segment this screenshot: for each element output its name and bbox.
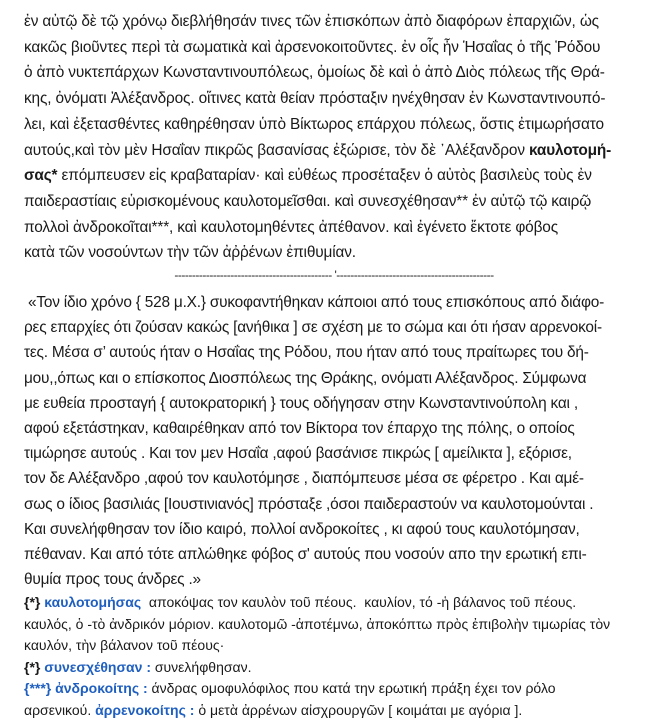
footnote-1-line-2: καυλός, ὁ -τὸ ἀνδρικόν μόριον. καυλοτομῶ -ἀποτέμνω, ἀποκόπτω πρὸς ἐπιβολὴν τιμωρίας τὸν: [24, 615, 611, 632]
footnote-term: καυλοτομήσας: [44, 594, 142, 611]
greek-original-paragraph: [24, 9, 644, 266]
footnote-term: ἀνδροκοίτης :: [55, 680, 148, 697]
footnote-marker: {*}: [24, 594, 41, 611]
text-line: «Τον ίδιο χρόνο { 528 μ.Χ.} συκοφαντήθηκαν κάποιοι από τους επισκόπους από διάφο-: [28, 294, 605, 312]
text-line: ὁ ἀπὸ νυκτεπάρχων Κωνσταντινουπόλεως, ὁμοίως δὲ καὶ ὁ ἀπὸ Διὸς πόλεως τῆς Θρά-: [24, 64, 605, 82]
footnote-marker: {***}: [24, 680, 52, 697]
footnote-text: συνελήφθησαν.: [151, 658, 252, 675]
footnote-3-line-2: [24, 700, 644, 721]
text-line: κακῶς βιοῦντες περὶ τὰ σωματικὰ καὶ ἀρσενοκοιτοῦντες. ἐν οἷς ἦν Ἡσαΐας ὁ τῆς Ῥόδου: [24, 38, 601, 56]
footnote-2: [24, 657, 644, 679]
text-line: λει, καὶ ἐξετασθέντες καθηρέθησαν ὑπὸ Βίκτωρος επάρχου πόλεως, ὅστις ἐτιμωρήσατο: [24, 115, 604, 133]
modern-translation-paragraph: [24, 290, 644, 592]
footnote-1: [24, 592, 644, 614]
text-segment: αυτούς,καὶ τὸν μὲν Ησαΐαν πικρῶς βασανίσας ἐξώρισε, τὸν δὲ ᾿Αλέξανδρον: [24, 141, 529, 159]
text-line: ρες επαρχίες ότι ζούσαν κακώς [ανήθικα ] σε σχέση με το σώμα και ότι ήσαν αρρενοκοί-: [24, 319, 602, 337]
text-line: [24, 138, 644, 164]
footnote-text: αποκόψας τον καυλὸν τοῦ πέους. καυλίον, τό -ἡ βάλανος τοῦ πέους.: [141, 594, 577, 611]
text-line: κατὰ τῶν νοσούντων τὴν τῶν ἀῤῥένων ἐπιθυμίαν.: [24, 244, 356, 262]
text-line: θυμία προς τους άνδρες .»: [24, 571, 201, 589]
document-page: [24, 9, 644, 721]
text-line: τες. Μέσα σ’ αυτούς ήταν ο Ησαΐας της Ρόδου, που ήταν από τους πραίτωρες του δή-: [24, 344, 589, 362]
text-line: [24, 163, 644, 189]
footnote-3: [24, 678, 644, 700]
footnote-1-line-3: καυλόν, τὴν βάλανον τοῦ πέους·: [24, 637, 225, 654]
footnote-term: ἀρρενοκοίτης :: [95, 701, 195, 718]
bold-term: σας*: [24, 167, 58, 185]
text-line: μου,,όπως και ο επίσκοπος Διοσπόλεως της Θράκης, ονόματι Αλέξανδρος. Σύμφωνα: [24, 369, 587, 387]
text-line: παιδεραστίαις εὑρισκομένους καυλοτομεῖσθαι. καὶ συνεσχέθησαν** ἐν αὐτῷ τῷ καιρῷ: [24, 192, 592, 210]
text-line: πέθαναν. Και από τότε απλώθηκε φόβος σ' αυτούς που νοσούν απο την ερωτική επι-: [24, 546, 587, 564]
footnote-marker: {*}: [24, 658, 41, 675]
footnote-text: αρσενικού.: [24, 701, 96, 718]
section-separator: --------------------------------------------- '---------------------------------------------: [174, 268, 494, 283]
text-line: πολλοὶ ἀνδροκοῖται***, καὶ καυλοτομηθέντες ἀπέθανον. καὶ ἐγένετο ἔκτοτε φόβος: [24, 218, 558, 236]
bold-term: καυλοτομή-: [529, 141, 612, 159]
text-line: τον δε Αλέξανδρο ,αφού τον καυλοτόμησε , διαπόμπευσε μέσα σε φέρετρο . Και αμέ-: [24, 470, 584, 488]
footnotes: [24, 592, 644, 721]
text-segment: επόμπευσεν εἰς κραβαταρίαν· καὶ εὐθέως προσέταξεν ὁ αὐτὸς βασιλεὺς τοὺς ἐν: [57, 167, 592, 185]
text-line: με ευθεία προσταγή { αυτοκρατορική } τους οδήγησαν στην Κωνσταντινούπολη και ,: [24, 394, 578, 412]
text-line: τιμώρησε αυτούς . Και τον μεν Ησαΐα ,αφού βασάνισε πικρώς [ αμείλικτα ], εξόρισε,: [24, 445, 572, 463]
footnote-text: ὁ μετὰ ἀρρένων αἰσχρουργῶν [ κοιμάται με αγόρια ].: [194, 701, 523, 718]
footnote-term: συνεσχέθησαν :: [44, 658, 151, 675]
text-line: κης, ὀνόματι Ἀλέξανδρος. οἵτινες κατὰ θείαν πρόσταξιν ηνέχθησαν ἐν Κωνσταντινουπό-: [24, 90, 606, 108]
text-line: αφού εξετάστηκαν, καθαιρέθηκαν από τον Βίκτορα τον έπαρχο της πόλης, ο οποίος: [24, 420, 575, 438]
text-line: Και συνελήφθησαν τον ίδιο καιρό, πολλοί ανδροκοίτες , κι αφού τους καυλοτόμησαν,: [24, 520, 580, 538]
text-line: ἐν αὐτῷ δὲ τῷ χρόνῳ διεβλήθησάν τινες τῶν ἐπισκόπων ἀπὸ διαφόρων ἐπαρχιῶν, ὡς: [24, 13, 599, 30]
text-line: σως ο ίδιος βασιλιάς [Ιουστινιανός] πρόσταξε ,όσοι παιδεραστούν να καυλοτομούνται .: [24, 495, 594, 513]
footnote-text: άνδρας ομοφυλόφιλος που κατά την ερωτική πράξη έχει τον ρόλο: [147, 680, 556, 697]
